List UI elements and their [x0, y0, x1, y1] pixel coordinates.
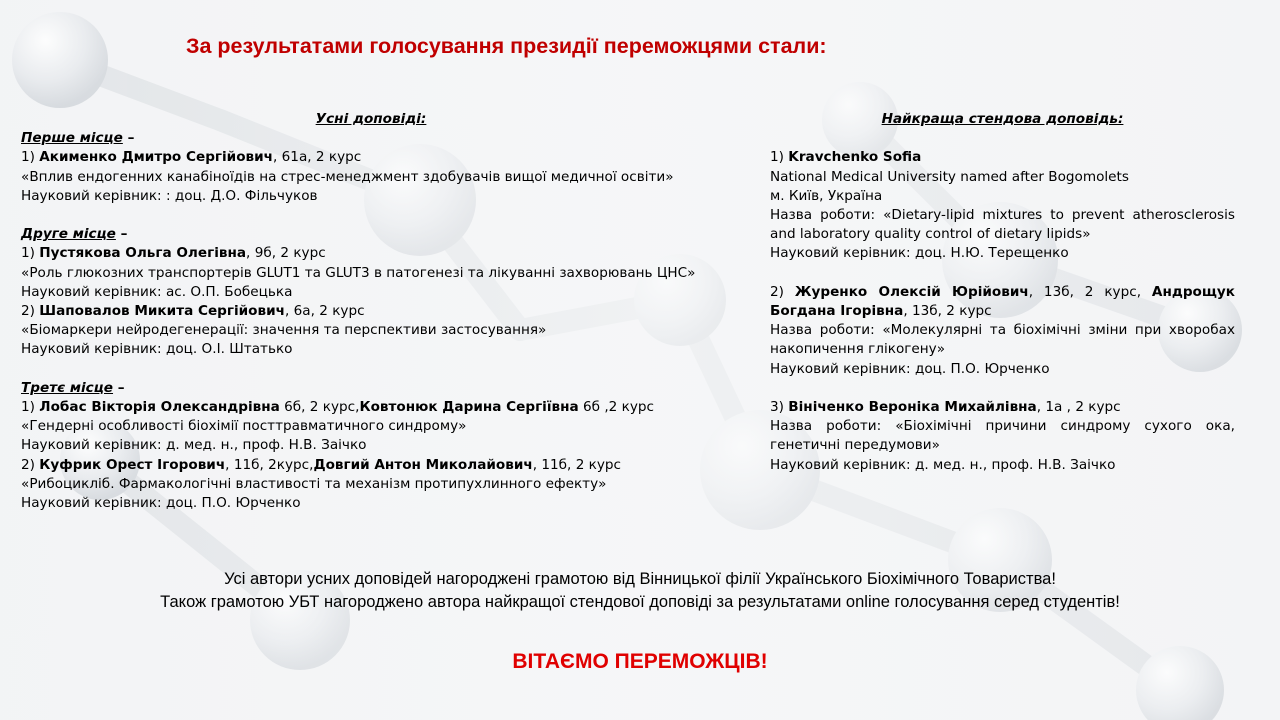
- first-place-text: Перше місце: [21, 130, 123, 147]
- author-info: , 11б, 2курс,: [225, 456, 314, 473]
- spacer: [770, 264, 1235, 283]
- poster-entry-1-work: Назва роботи: «Dietary-lipid mixtures to prevent atherosclerosis and laboratory quality control of dietary lipids»: [770, 207, 1235, 243]
- entry-number: 1): [21, 149, 40, 166]
- author-name: Журенко Олексій Юрійович: [794, 283, 1029, 300]
- poster-entry-3-supervisor: Науковий керівник: д. мед. н., проф. Н.В. Заічко: [770, 456, 1116, 473]
- entry-number: 2): [21, 303, 40, 320]
- poster-entry-2-supervisor: Науковий керівник: доц. П.О. Юрченко: [770, 360, 1050, 377]
- second-entry-2-topic: «Біомаркери нейродегенерації: значення та перспективи застосування»: [21, 322, 547, 339]
- poster-entry-3-author-line: [770, 398, 1235, 417]
- second-entry-1-topic: «Роль глюкозних транспортерів GLUT1 та GLUT3 в патогенезі та лікуванні захворювань ЦНС»: [21, 264, 696, 281]
- poster-entry-1-supervisor: Науковий керівник: доц. Н.Ю. Терещенко: [770, 245, 1069, 262]
- first-entry-1-supervisor: Науковий керівник: : доц. Д.О. Фільчуков: [21, 187, 318, 204]
- second-place-text: Друге місце: [21, 226, 116, 243]
- entry-number: 2): [21, 456, 40, 473]
- second-place-dash: –: [115, 226, 128, 243]
- poster-entry-2-work: Назва роботи: «Молекулярні та біохімічні зміни при хворобах накопичення глікогену»: [770, 322, 1235, 358]
- third-entry-2-supervisor: Науковий керівник: доц. П.О. Юрченко: [21, 495, 301, 512]
- second-entry-1-supervisor: Науковий керівник: ас. О.П. Бобецька: [21, 283, 293, 300]
- author-info: , 9б, 2 курс: [246, 245, 326, 262]
- poster-entry-1-city: м. Київ, Україна: [770, 187, 883, 204]
- author-name-2: Ковтонюк Дарина Сергіївна: [359, 399, 579, 416]
- second-entry-2-supervisor: Науковий керівник: доц. О.І. Штатько: [21, 341, 293, 358]
- author-info-2: , 11б, 2 курс: [532, 456, 622, 473]
- spacer: [770, 129, 1235, 148]
- footer-line-2: Також грамотою УБТ нагороджено автора найкращої стендової доповіді за результатами online голосування серед студентів!: [160, 593, 1120, 611]
- slide-title: За результатами голосування президії переможцями стали:: [186, 34, 827, 58]
- author-info: , 13б, 2 курс,: [1028, 283, 1142, 300]
- spacer: [21, 360, 721, 379]
- entry-number: 1): [21, 245, 40, 262]
- author-name: Kravchenko Sofia: [788, 149, 922, 166]
- author-name: Акименко Дмитро Сергійович: [39, 149, 274, 166]
- author-name: Шаповалов Микита Сергійович: [39, 303, 285, 320]
- second-entry-2-author-line: [21, 302, 721, 321]
- entry-number: 3): [770, 399, 789, 415]
- author-info: , 61а, 2 курс: [273, 149, 362, 166]
- third-entry-2-topic: «Рибоцикліб. Фармакологічні властивості та механізм протипухлинного ефекту»: [21, 475, 607, 492]
- author-name: Пустякова Ольга Олегівна: [39, 245, 247, 262]
- author-name: Куфрик Орест Ігорович: [39, 456, 226, 473]
- author-info: , 1а , 2 курс: [1036, 399, 1121, 415]
- third-entry-1-supervisor: Науковий керівник: д. мед. н., проф. Н.В. Заічко: [21, 437, 367, 454]
- second-place-label: [21, 225, 721, 244]
- poster-entry-2-author-line: [770, 283, 1235, 321]
- third-place-text: Третє місце: [21, 379, 114, 396]
- author-name-2: Довгий Антон Миколайович: [313, 456, 533, 473]
- footer-note: [0, 568, 1280, 614]
- poster-heading: Найкраща стендова доповідь:: [881, 111, 1124, 127]
- footer-line-1: Усі автори усних доповідей нагороджені грамотою від Вінницької філії Українського Біохімічного Товариства!: [224, 570, 1056, 588]
- author-info: 6б, 2 курс,: [279, 399, 360, 416]
- third-place-dash: –: [113, 379, 125, 396]
- author-name: Лобас Вікторія Олександрівна: [39, 399, 280, 416]
- first-entry-1-topic: «Вплив ендогенних канабіноїдів на стрес-менеджмент здобувачів вищої медичної освіти»: [21, 168, 674, 185]
- oral-heading: Усні доповіді:: [315, 111, 427, 127]
- entry-number: 1): [21, 399, 40, 416]
- entry-number: 2): [770, 283, 795, 300]
- author-info: , 6а, 2 курс: [284, 303, 365, 320]
- oral-reports-column: [21, 110, 721, 513]
- entry-number: 1): [770, 149, 789, 166]
- third-entry-2-author-line: [21, 456, 721, 475]
- poster-entry-1-affiliation: National Medical University named after Bogomolets: [770, 168, 1129, 185]
- first-place-label: [21, 129, 721, 148]
- author-info-2: 6б ,2 курс: [578, 399, 654, 416]
- third-entry-1-topic: «Гендерні особливості біохімії посттравматичного синдрому»: [21, 418, 467, 435]
- congrats-banner: ВІТАЄМО ПЕРЕМОЖЦІВ!: [512, 650, 768, 673]
- second-entry-1-author-line: [21, 244, 721, 263]
- poster-entry-3-work: Назва роботи: «Біохімічні причини синдрому сухого ока, генетичні передумови»: [770, 418, 1235, 454]
- third-place-label: [21, 379, 721, 398]
- author-info-2: , 13б, 2 курс: [903, 303, 992, 319]
- third-entry-1-author-line: [21, 398, 721, 417]
- author-name: Вініченко Вероніка Михайлівна: [788, 399, 1037, 415]
- spacer: [21, 206, 721, 225]
- first-place-dash: –: [122, 130, 135, 147]
- author-name-2: Андрощук Богдана Ігорівна: [770, 283, 1235, 319]
- spacer: [770, 379, 1235, 398]
- first-entry-1-author-line: [21, 148, 721, 167]
- poster-reports-column: [770, 110, 1235, 475]
- poster-entry-1-author-line: [770, 148, 1235, 167]
